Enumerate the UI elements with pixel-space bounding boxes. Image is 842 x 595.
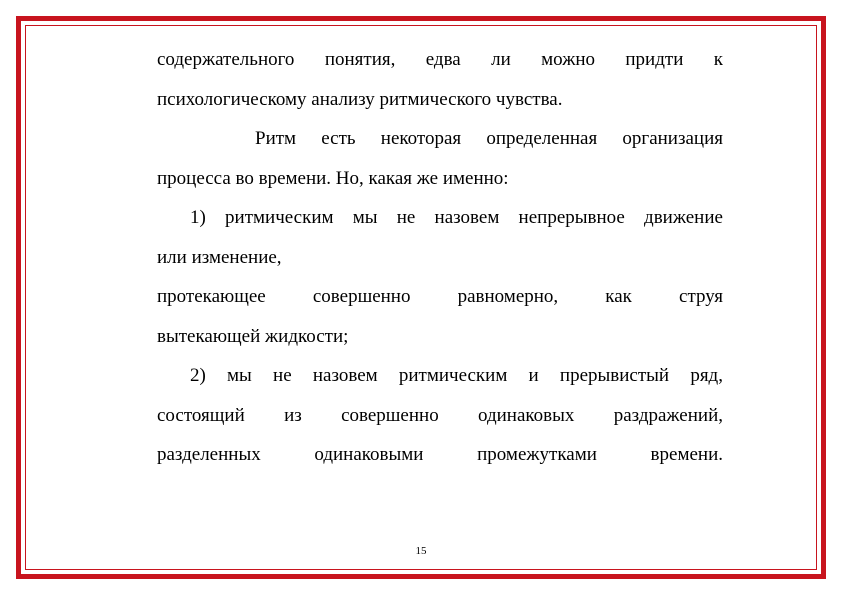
body-text <box>157 40 723 475</box>
word: ритмическим <box>225 207 334 228</box>
text-line-8: вытекающей жидкости; <box>157 325 349 347</box>
word: Ритм <box>255 128 297 149</box>
text-line-2: психологическому анализу ритмического чувства. <box>157 88 563 110</box>
word: есть <box>321 128 356 149</box>
word: придти <box>625 49 684 70</box>
word: едва <box>425 49 461 70</box>
text-line-6: или изменение, <box>157 246 282 268</box>
word: не <box>273 365 292 386</box>
text-line-7 <box>157 277 723 317</box>
word: содержательного <box>157 49 295 70</box>
word: назовем <box>312 365 378 386</box>
word: состоящий <box>157 404 245 426</box>
word: ли <box>491 49 511 70</box>
word: ряд, <box>690 365 723 386</box>
text-line-4: процесса во времени. Но, какая же именно: <box>157 167 509 189</box>
word: 2) <box>190 365 206 386</box>
word: совершенно <box>341 404 439 426</box>
word: движение <box>644 207 723 228</box>
word: мы <box>352 207 378 228</box>
word: прерывистый <box>559 365 670 386</box>
word: непрерывное <box>518 207 625 228</box>
word: ритмическим <box>398 365 508 386</box>
word: не <box>396 207 416 228</box>
text-line-3 <box>157 119 723 159</box>
page-number: 15 <box>415 545 427 557</box>
word: определенная <box>486 128 598 149</box>
word: разделенных <box>157 444 261 465</box>
word: организация <box>622 128 723 149</box>
word: как <box>605 286 632 307</box>
word: из <box>284 404 302 426</box>
word: протекающее <box>157 286 266 307</box>
word: одинаковых <box>478 404 575 426</box>
word: мы <box>227 365 252 386</box>
word: промежутками <box>477 444 597 465</box>
word: раздражений, <box>613 404 723 426</box>
word: одинаковыми <box>314 444 424 465</box>
word: совершенно <box>312 286 411 307</box>
text-line-9 <box>157 356 723 396</box>
text-line-11 <box>157 435 723 475</box>
word: 1) <box>190 207 206 228</box>
word: струя <box>679 286 723 307</box>
word: к <box>713 49 723 70</box>
text-line-1 <box>157 40 723 80</box>
word: равномерно, <box>457 286 559 307</box>
word: можно <box>541 49 596 70</box>
word: времени. <box>650 444 723 465</box>
text-line-5 <box>157 198 723 238</box>
text-line-10 <box>157 396 723 436</box>
word: и <box>528 365 539 386</box>
word: некоторая <box>380 128 462 149</box>
word: назовем <box>434 207 500 228</box>
word: понятия, <box>324 49 396 70</box>
